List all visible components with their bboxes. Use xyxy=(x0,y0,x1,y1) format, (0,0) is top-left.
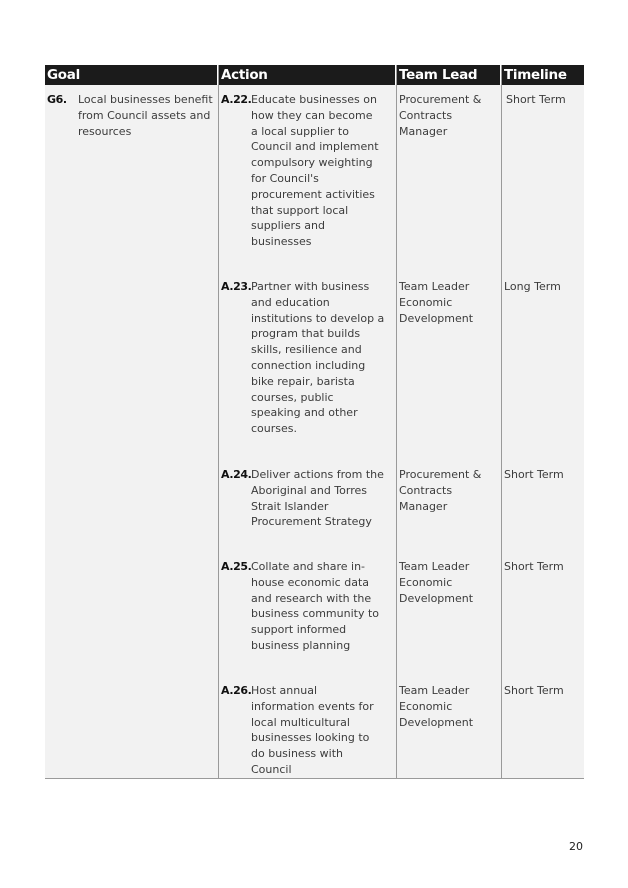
timeline: Short Term xyxy=(504,560,564,573)
action-code: A.25. xyxy=(221,560,252,573)
timeline: Short Term xyxy=(504,468,564,481)
page-number: 20 xyxy=(569,840,583,853)
action-text: Partner with business and education institutions to develop a program that builds skills, resilience and connection including bike repair, barista courses, public speaking and other courses. xyxy=(251,280,385,436)
team-lead: Procurement & Contracts Manager xyxy=(399,468,482,513)
timeline: Short Term xyxy=(506,93,566,106)
action-text: Host annual information events for local multicultural businesses looking to do business with Council xyxy=(251,684,374,776)
action-code: A.26. xyxy=(221,684,252,697)
action-text: Collate and share in- house economic data and research with the business community to support informed business planning xyxy=(251,560,380,652)
goal-code: G6. xyxy=(47,93,67,106)
team-lead: Team Leader Economic Development xyxy=(399,560,474,605)
timeline: Long Term xyxy=(504,280,561,293)
column-divider xyxy=(501,65,502,778)
action-code: A.24. xyxy=(221,468,252,481)
team-lead: Procurement & Contracts Manager xyxy=(399,93,482,138)
header-goal: Goal xyxy=(47,67,80,83)
goal-text: Local businesses benefit from Council assets and resources xyxy=(78,93,213,138)
table-header xyxy=(45,65,584,85)
header-timeline: Timeline xyxy=(504,67,567,83)
action-text: Deliver actions from the Aboriginal and Torres Strait Islander Procurement Strategy xyxy=(251,468,384,529)
column-divider xyxy=(218,65,219,778)
action-code: A.23. xyxy=(221,280,252,293)
action-plan-table xyxy=(45,65,584,779)
timeline: Short Term xyxy=(504,684,564,697)
header-action: Action xyxy=(221,67,268,83)
header-team-lead: Team Lead xyxy=(399,67,478,83)
column-divider xyxy=(396,65,397,778)
action-code: A.22. xyxy=(221,93,252,106)
team-lead: Team Leader Economic Development xyxy=(399,684,474,729)
team-lead: Team Leader Economic Development xyxy=(399,280,474,325)
action-text: Educate businesses on how they can become a local supplier to Council and implement compulsory weighting for Council's procurement activities that support local suppliers and businesses xyxy=(251,93,379,249)
